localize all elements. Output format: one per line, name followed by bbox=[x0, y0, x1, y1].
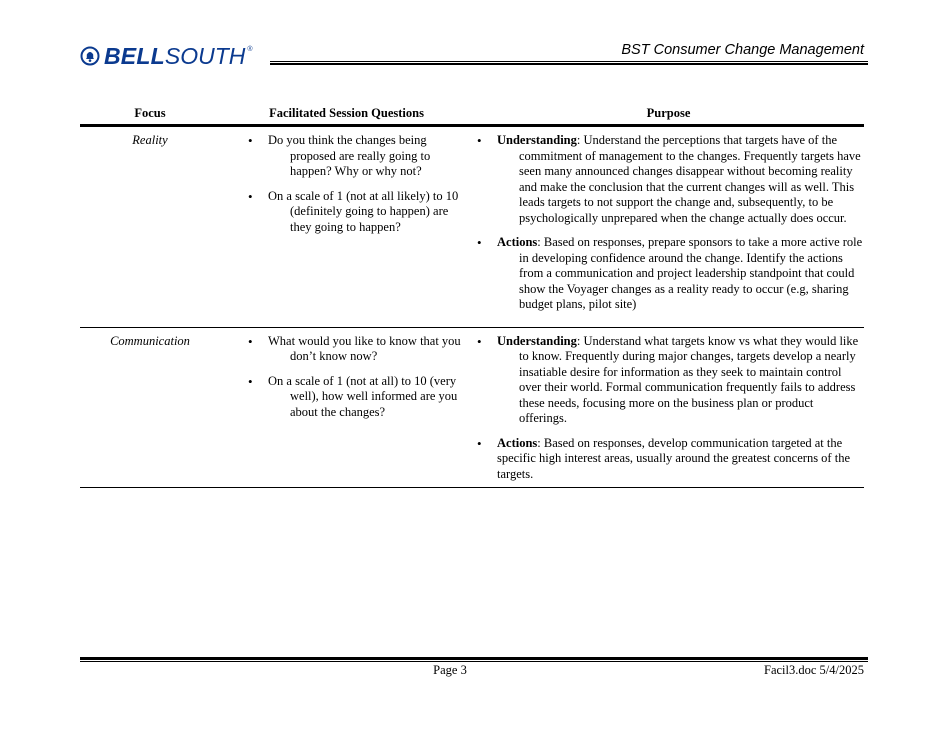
table-row bbox=[80, 328, 864, 489]
header-focus: Focus bbox=[134, 106, 166, 121]
purpose-term: Actions bbox=[497, 235, 538, 249]
questions-cell bbox=[220, 133, 473, 322]
table-header bbox=[80, 104, 864, 127]
logo-text-light: SOUTH bbox=[164, 42, 246, 69]
header-questions: Facilitated Session Questions bbox=[269, 106, 424, 121]
purpose-term: Understanding bbox=[497, 333, 577, 348]
document-info: Facil3.doc 5/4/2025 bbox=[764, 663, 864, 677]
purpose-cell bbox=[473, 334, 864, 483]
page-number: Page 3 bbox=[433, 663, 467, 677]
header-title: BST Consumer Change Management bbox=[621, 42, 864, 58]
purpose-term: Actions bbox=[497, 435, 538, 450]
purpose-item bbox=[473, 436, 864, 483]
header-purpose: Purpose bbox=[646, 106, 691, 121]
purpose-text: : Based on responses, prepare sponsors to take a more active role in developing confidence around the change. Identify the actions from a communication and project leadership standpoint that could show the Voyager changes as a reality ready to occur (e.g, sharing budget plans, pilot site) bbox=[519, 235, 863, 311]
session-table bbox=[80, 104, 864, 488]
purpose-cell bbox=[473, 133, 864, 322]
table-row bbox=[80, 127, 864, 328]
purpose-text: : Based on responses, develop communication targeted at the specific high interest areas, usually around the greatest concerns of the targets. bbox=[497, 435, 850, 481]
header-rule-thick bbox=[270, 63, 868, 65]
purpose-text: : Understand the perceptions that targets have of the commitment of management to the changes. Frequently targets have seen many announced changes disappear without becoming reality and make the conclusion that the current changes will as well. This leads targets to not support the change and, subsequently, to be psychologically unprepared when the change actually does occur. bbox=[519, 133, 861, 225]
question-item: • On a scale of 1 (not at all) to 10 (very well), how well informed are you about the changes? bbox=[220, 374, 473, 421]
bellsouth-logo bbox=[80, 42, 253, 70]
logo-registered-mark: ® bbox=[247, 46, 253, 53]
header-rule bbox=[270, 61, 868, 62]
purpose-item bbox=[473, 334, 864, 427]
bell-icon bbox=[80, 46, 100, 66]
focus-cell: Reality bbox=[132, 133, 168, 147]
question-item: • Do you think the changes being proposed are really going to happen? Why or why not? bbox=[220, 133, 473, 180]
purpose-term: Understanding bbox=[497, 133, 577, 147]
purpose-item bbox=[473, 133, 864, 226]
footer-rule-thick bbox=[80, 657, 868, 660]
question-item: • What would you like to know that you don’t know now? bbox=[220, 334, 473, 365]
focus-cell: Communication bbox=[110, 333, 190, 348]
footer-rule bbox=[80, 661, 868, 662]
purpose-item bbox=[473, 235, 864, 313]
purpose-text: : Understand what targets know vs what they would like to know. Frequently during major changes, targets develop a nearly insatiable desire for information as they seek to maintain control over their world. Formal communication frequently fails to address these needs, focusing more on the business plan or product offerings. bbox=[519, 333, 859, 425]
questions-cell bbox=[220, 334, 473, 483]
question-item: • On a scale of 1 (not at all likely) to 10 (definitely going to happen) are they going to happen? bbox=[220, 189, 473, 236]
logo-text-bold: BELL bbox=[104, 42, 165, 69]
